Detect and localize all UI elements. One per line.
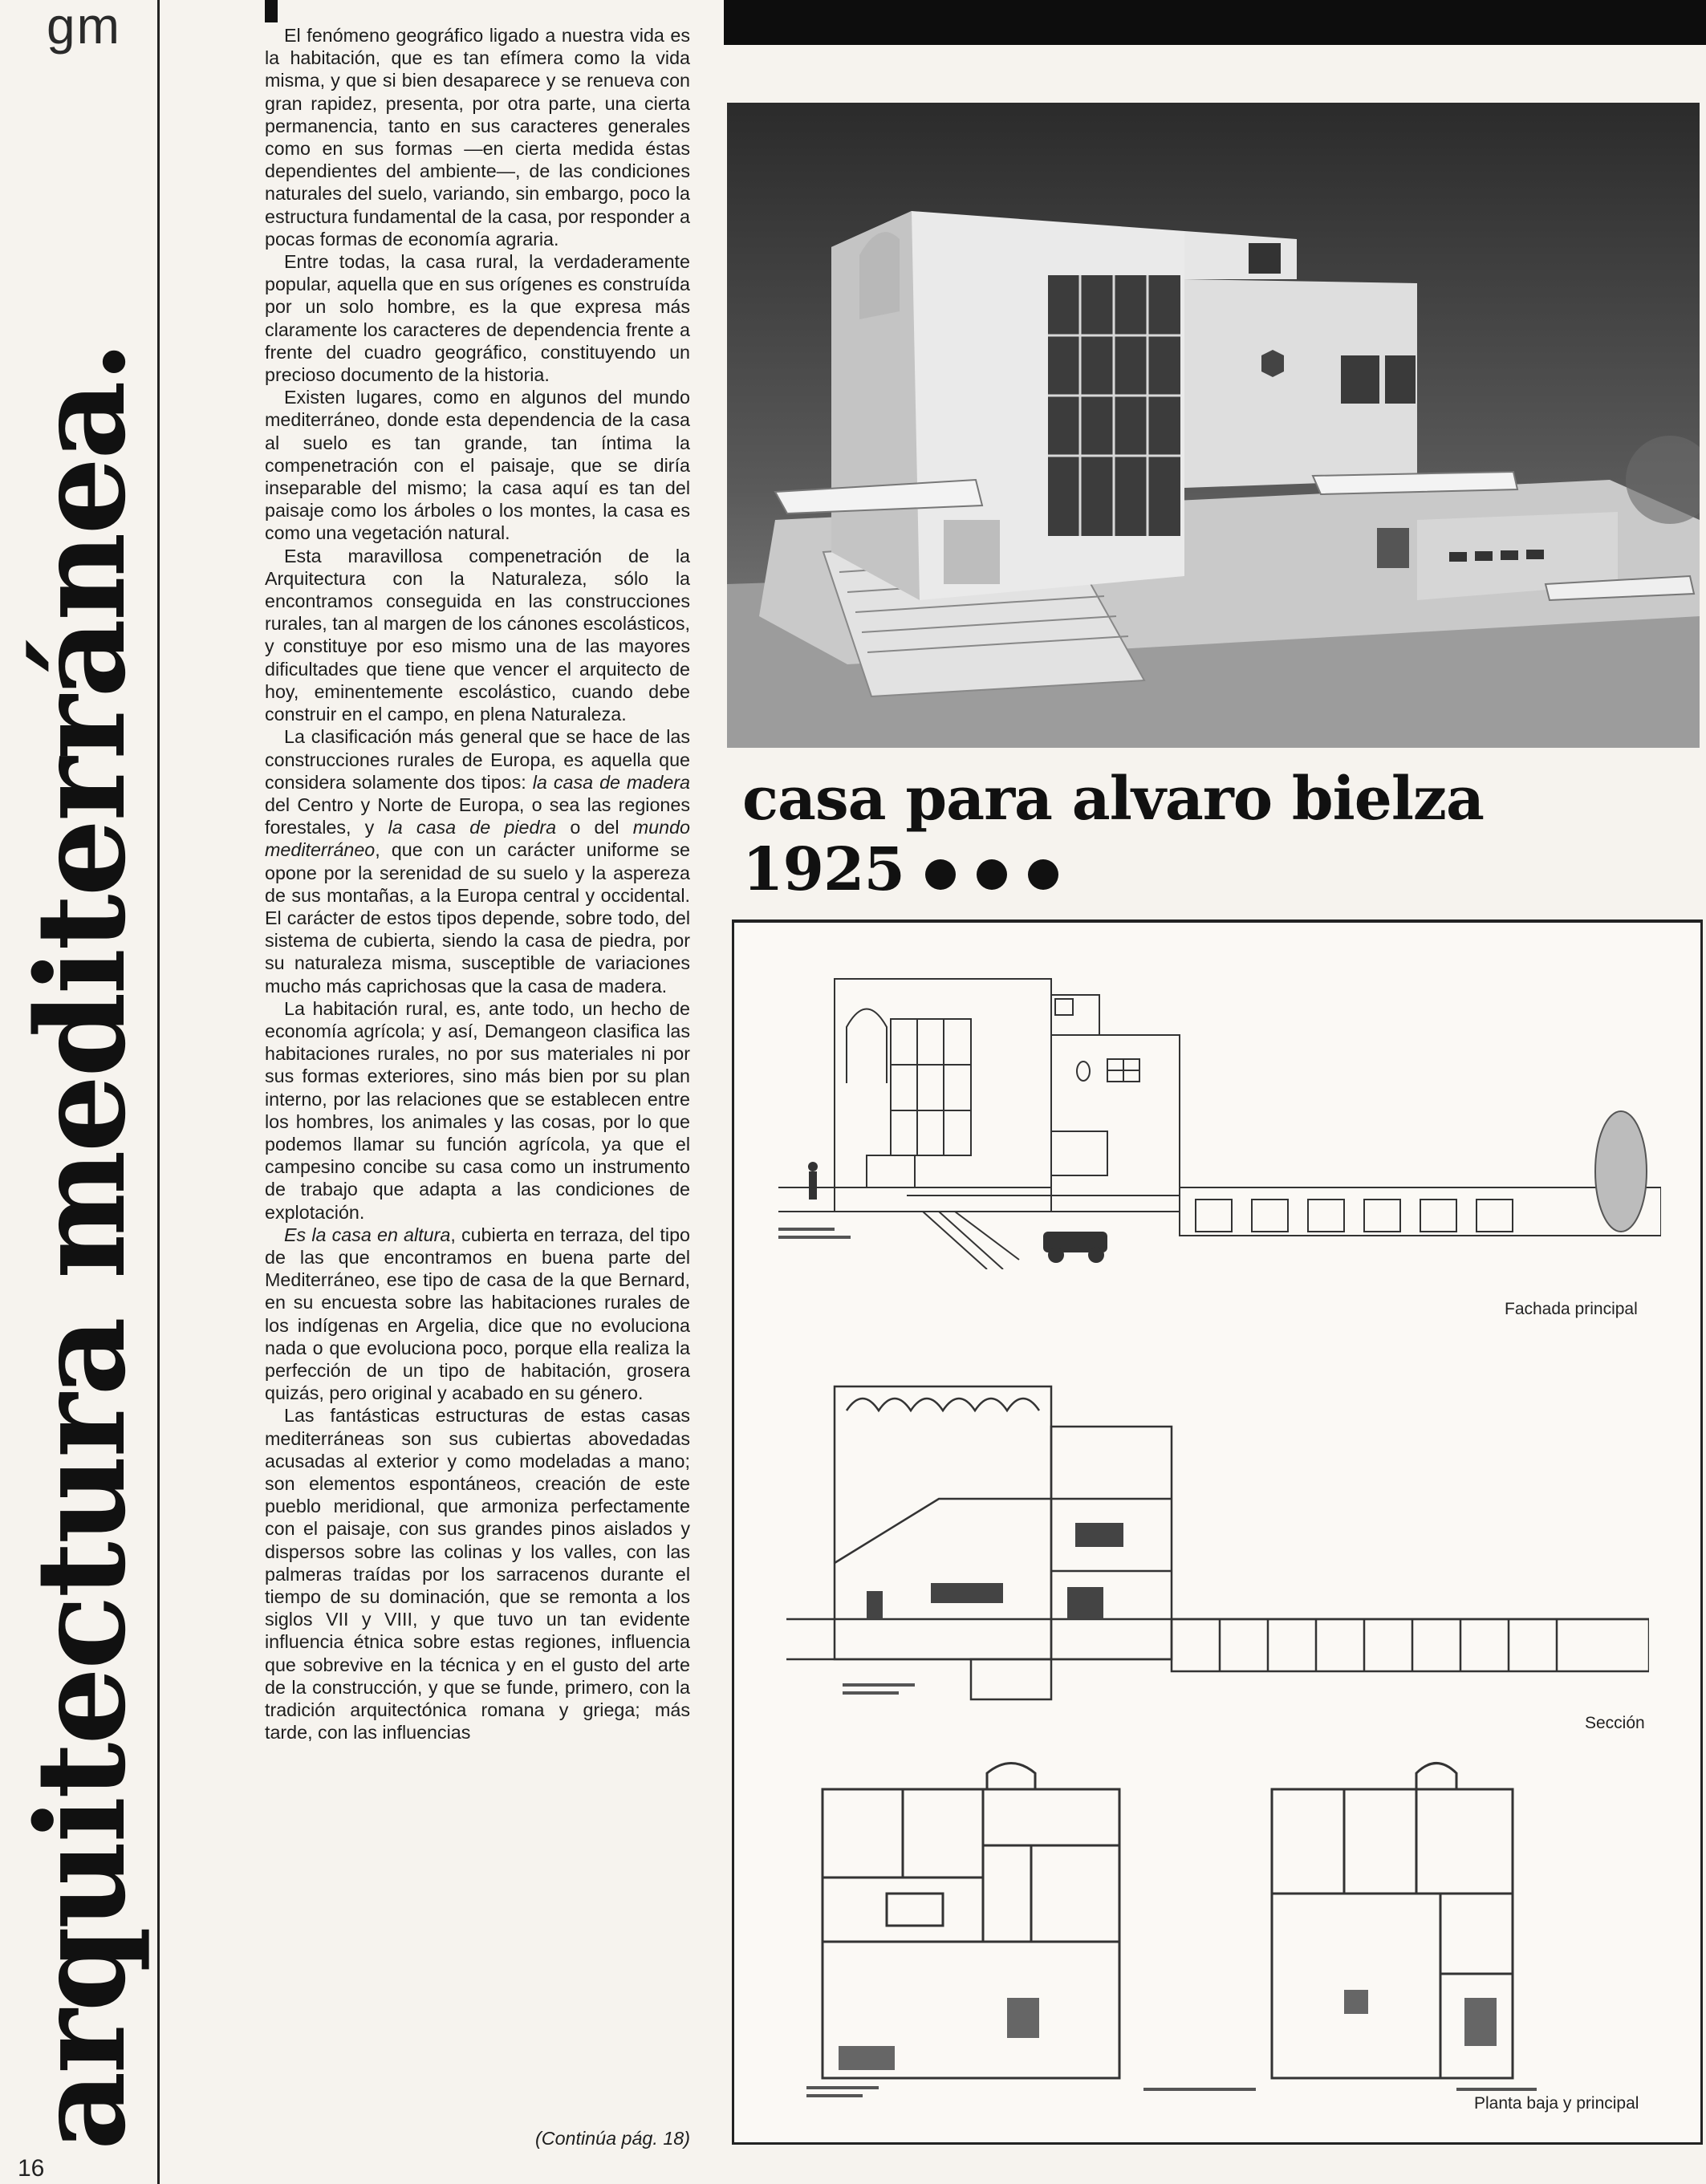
feature-year-line <box>742 834 1689 905</box>
paragraph-1: El fenómeno geográfico ligado a nuestra vida es la habitación, que es tan efímera como la vida misma, y que si bien desaparece y se renueva con gran rapidez, presenta, por otra parte, una cierta permanencia, tanto en sus caracteres generales como en sus formas —en cierta medida éstas dependientes del ambiente—, de las condiciones naturales del suelo, variando, sin embargo, poco la estructura fundamental de la casa, por responder a pocas formas de economía agraria. <box>265 25 690 250</box>
bullet-dot <box>925 859 956 890</box>
model-photograph <box>727 103 1700 748</box>
opening-square-mark <box>265 0 278 22</box>
vertical-section-title: arquitectura mediterránea. <box>9 343 152 2150</box>
article-body <box>265 24 690 1744</box>
feature-year: 1925 <box>742 835 904 904</box>
section-drawing <box>786 1378 1649 1715</box>
header-black-bar <box>724 0 1706 45</box>
paragraph-6: La habitación rural, es, ante todo, un hecho de economía agrícola; y así, Demangeon clasifica las habitaciones rurales, no por sus materiales ni por sus formas exteriores, sino más bien por su plan interno, por las relaciones que se establecen entre los hombres, los animales y las cosas, por lo que podemos llamar su función agrícola, ya que el campesino concibe su casa como un instrumento de trabajo que adapta a las condiciones de explotación. <box>265 997 690 1223</box>
floor-plans-drawing <box>790 1757 1641 2110</box>
paragraph-3: Existen lugares, como en algunos del mundo mediterráneo, donde esta dependencia de la casa al suelo es tan grande, tan íntima la compenetración con el paisaje, que se diría inseparable del mismo; la casa aquí es tan del paisaje como los árboles o los montes, la casa es como una vegetación natural. <box>265 387 690 544</box>
paragraph-4: Esta maravillosa compenetración de la Arquitectura con la Naturaleza, sólo la encontramos conseguida en las construcciones rurales, tan al margen de los cánones escolásticos, y constituye por eso mismo una de las mayores dificultades que tiene que vencer el arquitecto de hoy, eminentemente escolástico, cuando debe construir en el campo, en plena Naturaleza. <box>265 545 690 725</box>
page-number: 16 <box>18 2155 45 2182</box>
paragraph-7: Es la casa en altura, cubierta en terraza, del tipo de las que encontramos en buena parte del Mediterráneo, ese tipo de casa de la que Bernard, en su encuesta sobre las habitaciones rurales de los indígenas en Argelia, dice que no evoluciona nada o que evoluciona poco, porque ella realiza la perfección de un tipo de habitación, grosera quizás, pero original y acabado en su género. <box>265 1224 690 1404</box>
facade-drawing <box>778 971 1661 1269</box>
house-model-illustration <box>727 103 1700 748</box>
feature-heading <box>742 764 1689 905</box>
feature-title: casa para alvaro bielza <box>742 765 1484 834</box>
paragraph-2: Entre todas, la casa rural, la verdaderamente popular, aquella que en sus orígenes es construída por un solo hombre, es la que expresa más claramente los caracteres de dependencia frente a frente del cuadro geográfico, constituyendo un precioso documento de la historia. <box>265 251 690 386</box>
paragraph-8: Las fantásticas estructuras de estas casas mediterráneas son sus cubiertas abovedadas acusadas al exterior y como modeladas a mano; son elementos espontáneos, creación de este pueblo meridional, que armoniza perfectamente con el paisaje, con sus grandes pinos aislados y dispersos sobre las colinas y los valles, con las palmeras traídas por los sarracenos durante el tiempo de su dominación, que se remonta a los siglos VII y VIII, y que tuvo un tan evidente influencia étnica sobre estas regiones, influencia que sobrevive en la técnica y en el gusto del arte de la construcción, y que se funde, primero, con la tradición arquitectónica romana y griega; más tarde, con las influencias <box>265 1405 690 1744</box>
caption-plans: Planta baja y principal <box>1474 2094 1639 2113</box>
paragraph-5: La clasificación más general que se hace de las construcciones rurales de Europa, es aquella que considera solamente dos tipos: la casa de madera del Centro y Norte de Europa, o sea las regiones forestales, y la casa de piedra o del mundo mediterráneo, que con un carácter uniforme se opone por la serenidad de su suelo y la aspereza de sus montañas, a la Europa central y occidental. El carácter de estos tipos depende, sobre todo, del sistema de cubierta, siendo la casa de piedra, por su naturaleza misma, susceptible de variaciones mucho más caprichosas que la casa de madera. <box>265 726 690 997</box>
bullet-dot <box>977 859 1007 890</box>
caption-facade: Fachada principal <box>1505 1300 1638 1318</box>
magazine-logo: gm <box>47 0 121 55</box>
bullet-dot <box>1028 859 1058 890</box>
continued-note: (Continúa pág. 18) <box>535 2128 690 2149</box>
drawings-panel <box>732 919 1703 2145</box>
caption-section: Sección <box>1585 1714 1645 1732</box>
column-divider <box>157 0 160 2184</box>
